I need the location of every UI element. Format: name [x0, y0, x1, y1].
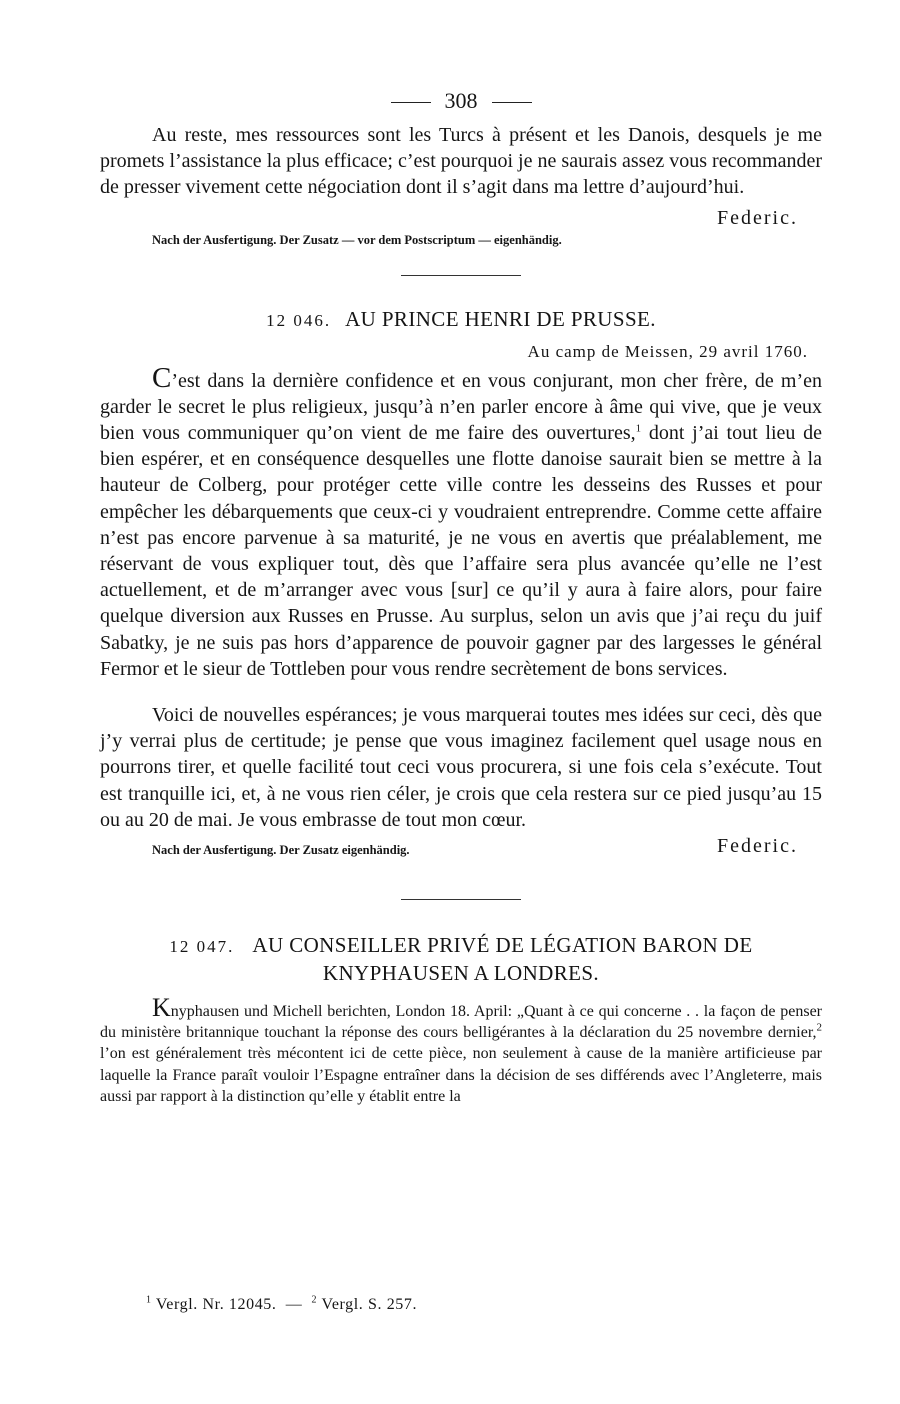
paragraph-text: nyphausen und Michell berichten, London 18. April: „Quant à ce qui concerne . . la façon de penser du ministère britannique touchant la réponse des cours belligérantes à la déclaration du 25 novembre dernier,	[100, 1003, 822, 1042]
footnote-text: Vergl. Nr. 12045.	[155, 1296, 277, 1313]
letter-recipient: AU PRINCE HENRI DE PRUSSE.	[345, 306, 656, 331]
drop-initial: K	[152, 993, 171, 1023]
footnote-mark: 1	[146, 1294, 152, 1306]
footnote-mark: 2	[816, 1021, 822, 1034]
drop-initial: C	[152, 361, 172, 394]
header-dash-right	[492, 102, 532, 103]
source-note: Nach der Ausfertigung. Der Zusatz eigenhändig.	[152, 843, 410, 858]
section-divider	[401, 275, 521, 276]
letter-number: 12 046.	[266, 310, 332, 330]
letter-paragraph	[100, 361, 823, 682]
paragraph-text: l’on est généralement très mécontent ici de cette pièce, non seulement à cause de la manière artificieuse par laquelle la France paraît vouloir l’Espagne entraîner dans la décision de ses différends avec l’Angleterre, mais aussi par rapport à la distinction qu’elle y établit entre la	[100, 1045, 822, 1105]
source-note: Nach der Ausfertigung. Der Zusatz — vor dem Postscriptum — eigenhändig.	[152, 232, 562, 247]
letter-number: 12 047.	[169, 937, 235, 957]
page-number: 308	[444, 88, 478, 113]
footnote-separator: —	[285, 1296, 303, 1313]
section-divider	[401, 899, 521, 900]
paragraph-gap	[100, 682, 822, 702]
paragraph-text: dont j’ai tout lieu de bien espérer, et en conséquence desquelles une flotte danoise saurait bien se mettre à la hauteur de Colberg, pour protéger cette ville contre les desseins des Russes et pour empêcher les débarquements que ceux-ci y voudraient entreprendre. Comme cette affaire n’est pas encore parvenue à sa maturité, je ne vous en avertis que préalablement, me réservant de vous expliquer tout, dès que l’affaire sera plus avancée qu’elle ne l’est actuellement, et de m’arranger avec vous [sur] ce qu’il y aura à faire alors, pour faire quelque diversion aux Russes en Prusse. Au surplus, selon un avis que j’ai reçu du juif Sabatky, je ne suis pas hors d’apparence de pouvoir gagner par des largesses le général Fermor et le sieur de Tottleben pour vous rendre secrètement de bons services.	[100, 422, 823, 680]
letter-heading	[100, 306, 822, 334]
page-body	[100, 84, 822, 1107]
footnote-text: Vergl. S. 257.	[321, 1296, 418, 1313]
footnote-mark: 2	[311, 1294, 318, 1306]
letter-recipient: AU CONSEILLER PRIVÉ DE LÉGATION BARON DE KNYPHAUSEN A LONDRES.	[252, 933, 753, 986]
paragraph-text: ’est dans la dernière confidence et en vous conjurant, mon cher frère, de m’en garder le secret le plus religieux, jusqu’à n’en parler encore à âme qui vive, que je veux bien vous communiquer qu’on vient de me faire des ouvertures,	[100, 369, 822, 445]
closing-paragraph: Au reste, mes ressources sont les Turcs à présent et les Danois, desquels je me promets l’assistance la plus efficace; c’est pourquoi je ne saurais assez vous recommander de presser vivement cette négociation dont il s’agit dans ma lettre d’aujourd’hui.	[100, 124, 822, 199]
header-dash-left	[391, 102, 431, 103]
footnotes	[146, 1296, 417, 1314]
letter-heading	[100, 932, 822, 986]
page-header	[100, 84, 822, 118]
signature: Federic.	[717, 206, 798, 229]
note-signature-row	[100, 833, 822, 859]
signature: Federic.	[717, 835, 798, 858]
letter-paragraph	[100, 993, 822, 1107]
place-date: Au camp de Meissen, 29 avril 1760.	[527, 341, 808, 361]
letter-paragraph: Voici de nouvelles espérances; je vous marquerai toutes mes idées sur ceci, dès que j’y verrai plus de certitude; je pense que vous imaginez facilement quel usage nous en pourrons tirer, et quelle facilité tout ceci vous procurera, si une fois cela s’exécute. Tout est tranquille ici, et, à ne vous rien céler, je crois que cela restera sur ce pied jusqu’au 15 ou au 20 de mai. Je vous embrasse de tout mon cœur.	[100, 704, 822, 831]
footnote-mark: 1	[635, 422, 642, 435]
